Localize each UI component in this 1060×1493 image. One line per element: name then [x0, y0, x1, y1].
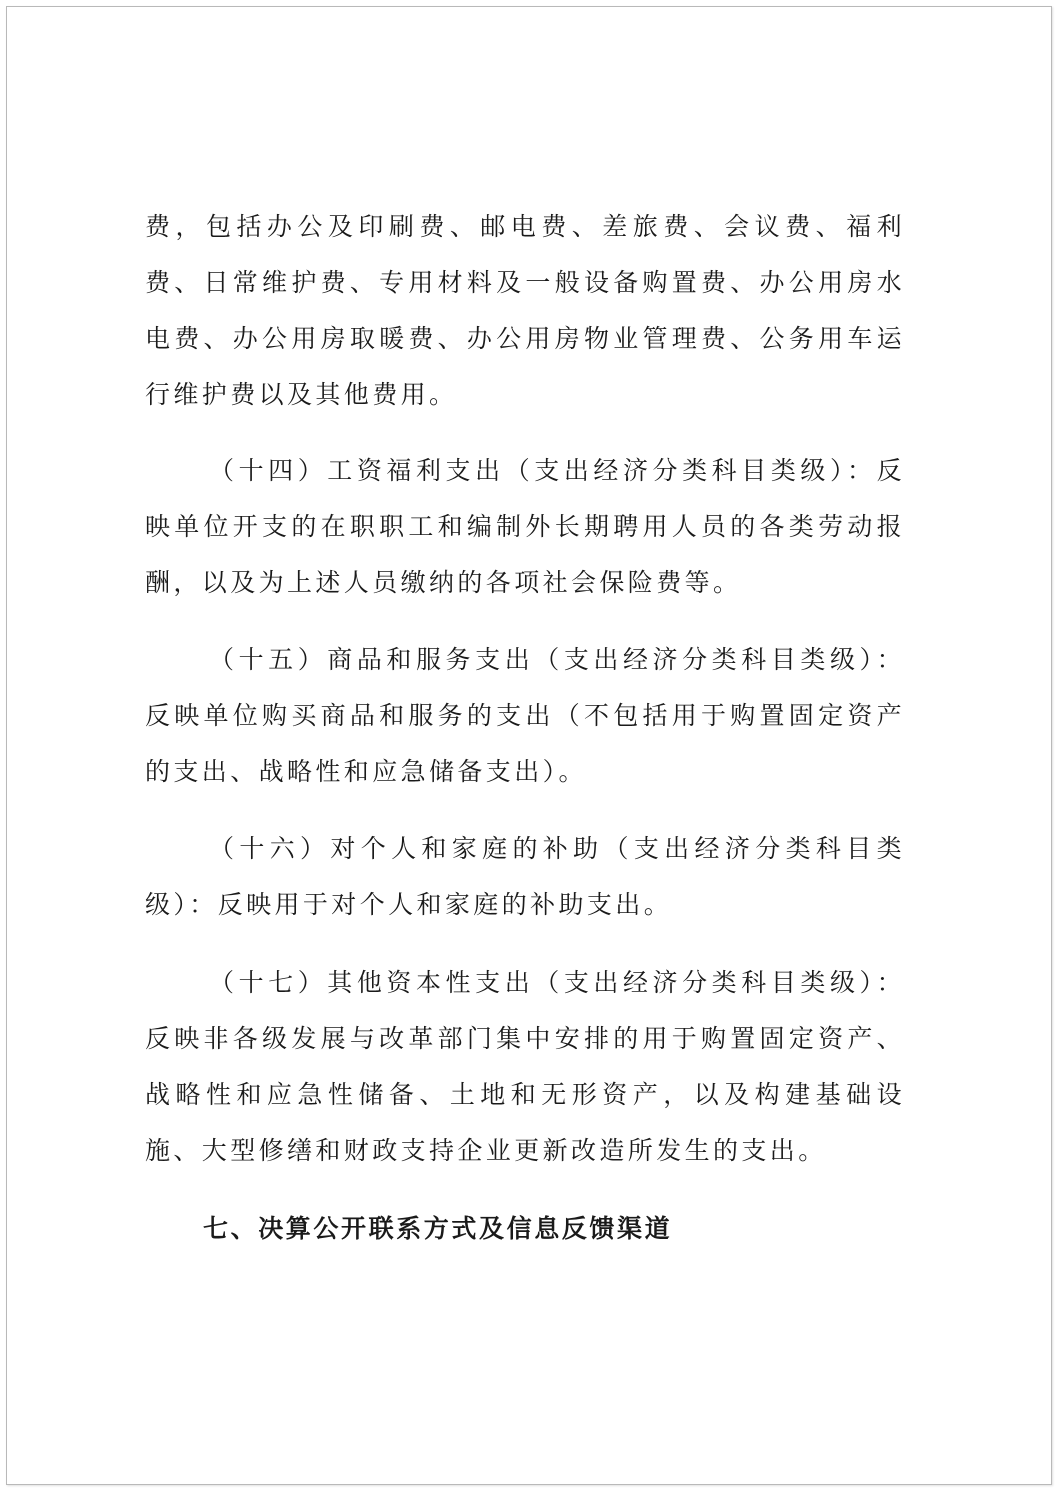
paragraph-text: （十四）工资福利支出（支出经济分类科目类级）：反映单位开支的在职职工和编制外长期聘用人员的各类劳动报酬，以及为上述人员缴纳的各项社会保险费等。	[145, 456, 905, 597]
paragraph-goods-services	[145, 632, 905, 800]
paragraph-wage-welfare	[145, 443, 905, 611]
paragraph-text: 费，包括办公及印刷费、邮电费、差旅费、会议费、福利费、日常维护费、专用材料及一般设备购置费、办公用房水电费、办公用房取暖费、办公用房物业管理费、公务用车运行维护费以及其他费用。	[145, 212, 905, 409]
paragraph-other-capital	[145, 955, 905, 1179]
paragraph-expense-continuation	[145, 199, 905, 423]
document-page	[6, 6, 1052, 1485]
section-heading: 七、决算公开联系方式及信息反馈渠道	[203, 1214, 673, 1243]
paragraph-personal-subsidy	[145, 821, 905, 933]
paragraph-text: （十五）商品和服务支出（支出经济分类科目类级）：反映单位购买商品和服务的支出（不包括用于购置固定资产的支出、战略性和应急储备支出）。	[145, 645, 905, 786]
paragraph-text: （十六）对个人和家庭的补助（支出经济分类科目类级）：反映用于对个人和家庭的补助支出。	[145, 834, 905, 919]
paragraph-text: （十七）其他资本性支出（支出经济分类科目类级）：反映非各级发展与改革部门集中安排的用于购置固定资产、战略性和应急性储备、土地和无形资产，以及构建基础设施、大型修缮和财政支持企业更新改造所发生的支出。	[145, 968, 905, 1165]
